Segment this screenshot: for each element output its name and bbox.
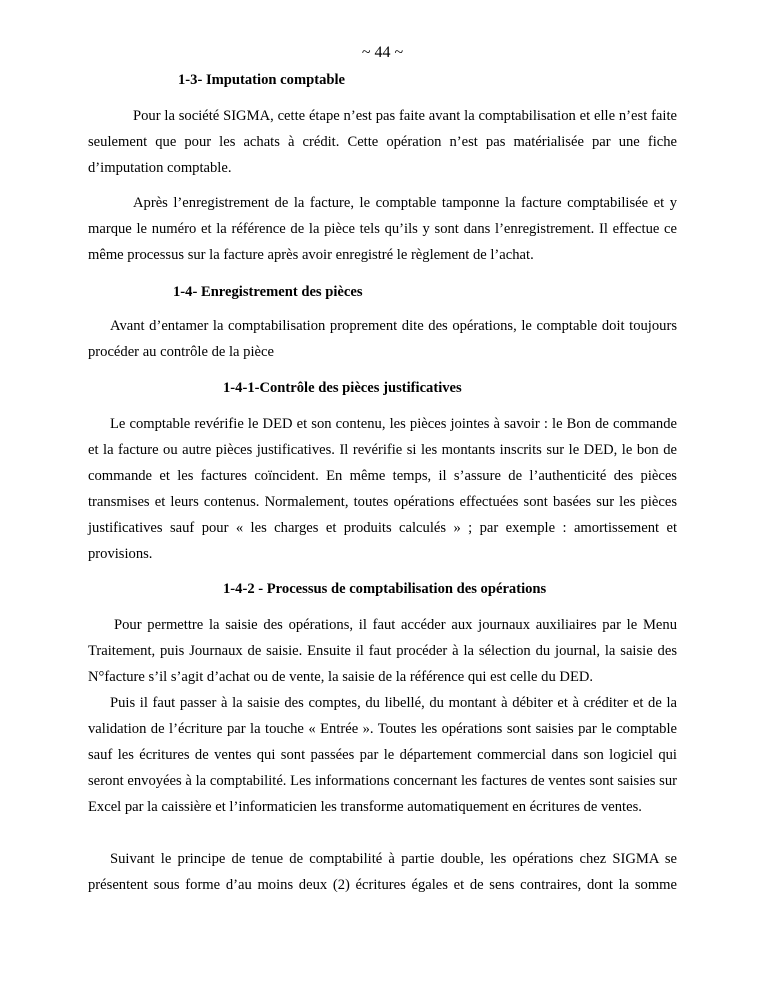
heading-1-4-1: 1-4-1-Contrôle des pièces justificatives [223, 380, 462, 396]
paragraph-1-4-2-a: Pour permettre la saisie des opérations, il faut accéder aux journaux auxiliaires par le Menu Traitement, puis Journaux de saisie. Ensuite il faut procéder à la sélection du journal, la saisie des N°facture s’il s’agit d’achat ou de vente, la saisie de la référence qui est celle du DED. [88, 617, 677, 685]
paragraph-1-4-1-a: Le comptable revérifie le DED et son contenu, les pièces jointes à savoir : le Bon de commande et la facture ou autre pièces justificatives. Il revérifie si les montants inscrits sur le DED, le bon de commande et les factures coïncident. En même temps, il s’assure de l’authenticité des pièces transmises et leurs contenus. Normalement, toutes opérations effectuées sont basées sur les pièces justificatives sauf pour « les charges et produits calculés » ; par exemple : amortissement et provisions. [88, 416, 677, 562]
paragraph-1-3-b: Après l’enregistrement de la facture, le comptable tamponne la facture comptabilisée et y marque le numéro et la référence de la pièce tels qu’ils y sont dans l’enregistrement. Il effectue ce même processus sur la facture après avoir enregistré le règlement de l’achat. [88, 195, 677, 263]
heading-1-4: 1-4- Enregistrement des pièces [173, 284, 363, 300]
paragraph-1-3-a: Pour la société SIGMA, cette étape n’est pas faite avant la comptabilisation et elle n’est faite seulement que pour les achats à crédit. Cette opération n’est pas matérialisée par une fiche d’imputation comptable. [88, 108, 677, 176]
heading-1-4-2: 1-4-2 - Processus de comptabilisation des opérations [223, 581, 547, 597]
page-number: ~ 44 ~ [361, 44, 404, 61]
paragraph-1-4-a: Avant d’entamer la comptabilisation proprement dite des opérations, le comptable doit toujours procéder au contrôle de la pièce [88, 318, 677, 360]
paragraph-1-4-2-b: Puis il faut passer à la saisie des comptes, du libellé, du montant à débiter et à créditer et de la validation de l’écriture par la touche « Entrée ». Toutes les opérations sont saisies par le comptable sauf les écritures de ventes qui sont passées par le département commercial dans son logiciel qui seront envoyées à la comptabilité. Les informations concernant les factures de ventes sont saisies sur Excel par la caissière et l’informaticien les transforme automatiquement en écritures de ventes. [88, 695, 677, 815]
paragraph-1-4-2-c: Suivant le principe de tenue de comptabilité à partie double, les opérations chez SIGMA se présentent sous forme d’au moins deux (2) écritures égales et de sens contraires, dont la somme [88, 851, 677, 893]
heading-1-3: 1-3- Imputation comptable [178, 72, 346, 88]
